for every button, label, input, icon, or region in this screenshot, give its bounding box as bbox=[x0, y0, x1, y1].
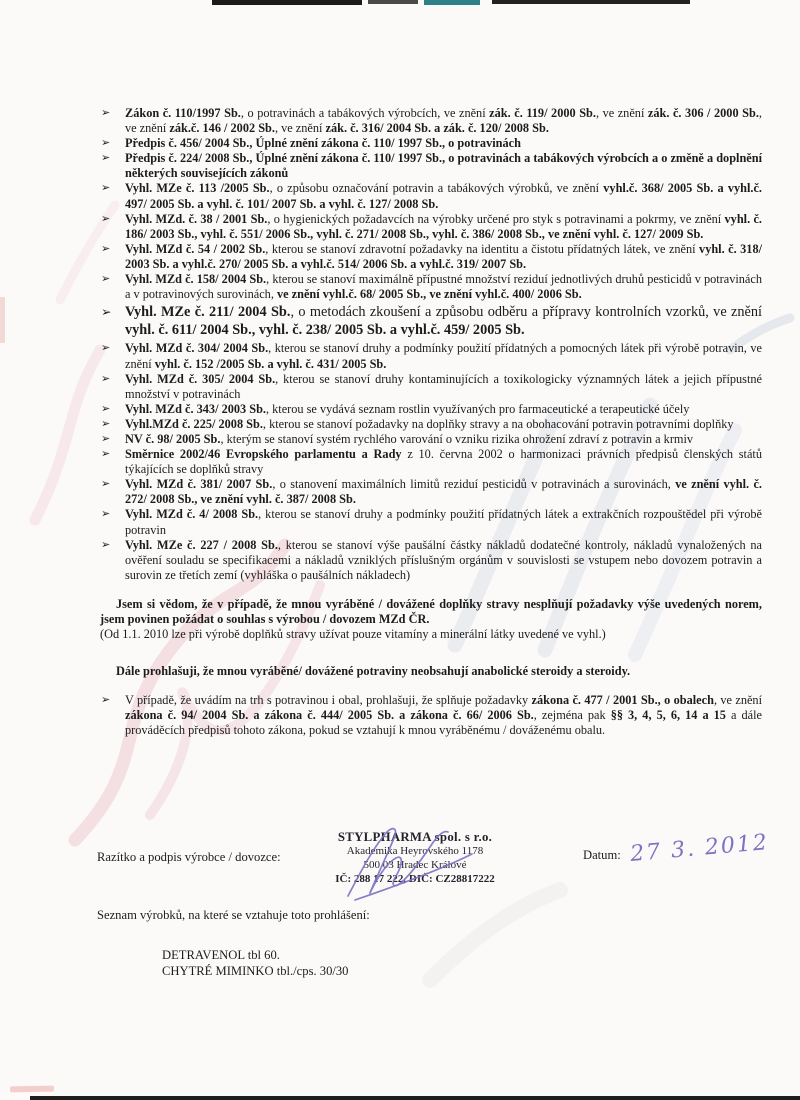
handwritten-date: 27 3. 2012 bbox=[629, 829, 770, 868]
packaging-declaration bbox=[100, 693, 762, 738]
arrow-bullet-icon: ➢ bbox=[101, 152, 111, 165]
arrow-bullet-icon: ➢ bbox=[101, 372, 111, 385]
stamp-signature-label: Razítko a podpis výrobce / dovozce: bbox=[97, 850, 281, 864]
arrow-bullet-icon: ➢ bbox=[101, 305, 112, 320]
list-item: ➢ Vyhl. MZd č. 343/ 2003 Sb., kterou se vydává seznam rostlin využívaných pro farmaceutické a terapeutické účely bbox=[101, 401, 690, 416]
list-item: ➢ Vyhl. MZd č. 305/ 2004 Sb., kterou se stanoví druhy kontaminujících a toxikologicky významných látek a jejich přípustné množství v potravinách bbox=[101, 371, 762, 401]
list-item: ➢ Směrnice 2002/46 Evropského parlamentu a Rady z 10. června 2002 o harmonizaci právních předpisů členských států týkajících se doplňků stravy bbox=[101, 447, 762, 477]
list-item: ➢ Vyhl. MZe č. 227 / 2008 Sb., kterou se stanoví výše paušální částky nákladů dodatečné kontroly, nákladů vynaložených na ověření souladu se specifikacemi a nákladů vzniklých příslušným orgánům v souvislosti se vstupem nebo dovozem potravin a surovin ze třetích zemí (vyhláška o paušálních nákladech) bbox=[101, 537, 762, 582]
stamp-company-name: STYLPHARMA spol. s r.o. bbox=[337, 830, 493, 844]
arrow-bullet-icon: ➢ bbox=[101, 432, 111, 445]
arrow-bullet-icon: ➢ bbox=[101, 182, 111, 195]
list-item: ➢ Vyhl. MZd. č. 38 / 2001 Sb., o hygienických požadavcích na výrobky určené pro styk s potravinami a pokrmy, ve znění vyhl. č. 186/ 2003 Sb., vyhl. č. 551/ 2006 Sb., vyhl. č. 271/ 2008 Sb., vyhl. č. 386/ 2008 Sb., ve znění vyhl. č. 127/ 2009 Sb. bbox=[101, 211, 762, 241]
packaging-declaration-text: V případě, že uvádím na trh s potravinou i obal, prohlašuji, že splňuje požadavky zákona č. 477 / 2001 Sb., o obalech, ve znění zákona č. 94/ 2004 Sb. a zákona č. 444/ 2005 Sb. a zákona č. 66/ 2006 Sb., zejména pak §§ 3, 4, 5, 6, 14 a 15 a dále prováděcích předpisů tohoto zákona, pokud se vztahují k mnou vyráběnému / dováženému obalu. bbox=[125, 693, 763, 738]
law-list bbox=[100, 106, 762, 583]
list-item: ➢ Vyhl.MZd č. 225/ 2008 Sb., kterou se stanoví požadavky na doplňky stravy a na obohacování potravin potravními doplňky bbox=[101, 416, 734, 431]
stamp-city: 500 03 Hradec Králové bbox=[363, 858, 467, 871]
stamp-street: Akademika Heyrovského 1178 bbox=[346, 845, 484, 857]
arrow-bullet-icon: ➢ bbox=[101, 137, 111, 150]
scan-edge-artifact bbox=[492, 0, 690, 4]
product-item: DETRAVENOL tbl 60. bbox=[162, 948, 280, 962]
list-item: ➢ Vyhl. MZd č. 54 / 2002 Sb., kterou se stanoví zdravotní požadavky na identitu a čistotu přídatných látek, ve znění vyhl. č. 318/ 2003 Sb. a vyhl.č. 270/ 2005 Sb. a vyhl.č. 514/ 2006 Sb. a vyhl.č. 319/ 2007 Sb. bbox=[101, 241, 763, 271]
steroids-declaration: Dále prohlašuji, že mnou vyráběné/ dovážené potraviny neobsahují anabolické steroidy a steroidy. bbox=[116, 664, 631, 679]
list-item: ➢ Vyhl. MZd č. 158/ 2004 Sb., kterou se stanoví maximálně přípustné množství reziduí jednotlivých druhů pesticidů v potravinách a v potravinových surovinách, ve znění vyhl.č. 68/ 2005 Sb., ve znění vyhl.č. 400/ 2006 Sb. bbox=[101, 272, 762, 302]
document-body bbox=[100, 106, 762, 739]
declaration-paragraph: Jsem si vědom, že v případě, že mnou vyráběné / dovážené doplňky stravy nesplňují požadavky výše uvedených norem, jsem povinen požádat o souhlas s výrobou / dovozem MZd ČR. bbox=[100, 596, 762, 626]
arrow-bullet-icon: ➢ bbox=[101, 448, 111, 461]
arrow-bullet-icon: ➢ bbox=[101, 242, 111, 255]
arrow-bullet-icon: ➢ bbox=[101, 538, 111, 551]
arrow-bullet-icon: ➢ bbox=[101, 342, 111, 355]
list-item: ➢ Vyhl. MZd č. 381/ 2007 Sb., o stanovení maximálních limitů reziduí pesticidů v potravinách a surovinách, ve znění vyhl. č. 272/ 2008 Sb., ve znění vyhl. č. 387/ 2008 Sb. bbox=[101, 477, 762, 507]
arrow-bullet-icon: ➢ bbox=[101, 694, 111, 707]
arrow-bullet-icon: ➢ bbox=[101, 402, 111, 415]
list-item: ➢ Vyhl. MZd č. 304/ 2004 Sb., kterou se stanoví druhy a podmínky použití přídatných a pomocných látek při výrobě potravin, ve znění vyhl. č. 152 /2005 Sb. a vyhl. č. 431/ 2005 Sb. bbox=[101, 341, 762, 371]
note-line: (Od 1.1. 2010 lze při výrobě doplňků stravy užívat pouze vitamíny a minerální látky uvedené ve vyhl.) bbox=[100, 627, 606, 642]
list-item: ➢ Vyhl. MZd č. 4/ 2008 Sb., kterou se stanoví druhy a podmínky použití přídatných látek a extrakčních rozpouštědel při výrobě potravin bbox=[101, 507, 762, 537]
stamp-ids: IČ: 288 17 222, DIČ: CZ28817222 bbox=[335, 873, 495, 885]
product-list bbox=[162, 948, 348, 979]
list-item: ➢ Předpis č. 224/ 2008 Sb., Úplné znění zákona č. 110/ 1997 Sb., o potravinách a tabákových výrobcích a o změně a doplnění některých souvisejících zákonů bbox=[101, 151, 762, 181]
scan-edge-artifact bbox=[424, 0, 480, 5]
scan-edge-artifact bbox=[30, 1096, 800, 1100]
list-item: ➢ Vyhl. MZe č. 113 /2005 Sb., o způsobu označování potravin a tabákových výrobků, ve znění vyhl.č. 368/ 2005 Sb. a vyhl.č. 497/ 2005 Sb. a vyhl. č. 101/ 2007 Sb. a vyhl. č. 127/ 2008 Sb. bbox=[101, 181, 762, 211]
list-item: ➢ NV č. 98/ 2005 Sb., kterým se stanoví systém rychlého varování o vzniku rizika ohrožení zdraví z potravin a krmiv bbox=[101, 431, 694, 446]
signature-ink bbox=[330, 818, 500, 918]
list-item: ➢ Vyhl. MZe č. 211/ 2004 Sb., o metodách zkoušení a způsobu odběru a přípravy kontrolních vzorků, ve znění vyhl. č. 611/ 2004 Sb., vyhl. č. 238/ 2005 Sb. a vyhl.č. 459/ 2005 Sb. bbox=[101, 304, 762, 338]
red-ink-fleck bbox=[10, 1086, 54, 1093]
red-ink-fleck bbox=[0, 297, 5, 343]
arrow-bullet-icon: ➢ bbox=[101, 107, 111, 119]
date-label: Datum: bbox=[583, 848, 621, 862]
arrow-bullet-icon: ➢ bbox=[101, 478, 111, 491]
list-item: ➢ Zákon č. 110/1997 Sb., o potravinách a tabákových výrobcích, ve znění zák. č. 119/ 2000 Sb., ve znění zák. č. 306 / 2000 Sb., ve znění zák.č. 146 / 2002 Sb., ve znění zák. č. 316/ 2004 Sb. a zák. č. 120/ 2008 Sb. bbox=[101, 106, 762, 136]
arrow-bullet-icon: ➢ bbox=[101, 508, 111, 521]
arrow-bullet-icon: ➢ bbox=[101, 212, 111, 225]
scan-edge-artifact bbox=[212, 0, 362, 5]
arrow-bullet-icon: ➢ bbox=[101, 273, 111, 286]
scan-edge-artifact bbox=[368, 0, 418, 4]
arrow-bullet-icon: ➢ bbox=[101, 417, 111, 430]
products-heading: Seznam výrobků, na které se vztahuje toto prohlášení: bbox=[97, 908, 370, 922]
product-item: CHYTRÉ MIMINKO tbl./cps. 30/30 bbox=[162, 963, 349, 978]
list-item: ➢ Předpis č. 456/ 2004 Sb., Úplné znění zákona č. 110/ 1997 Sb., o potravinách bbox=[101, 136, 521, 151]
